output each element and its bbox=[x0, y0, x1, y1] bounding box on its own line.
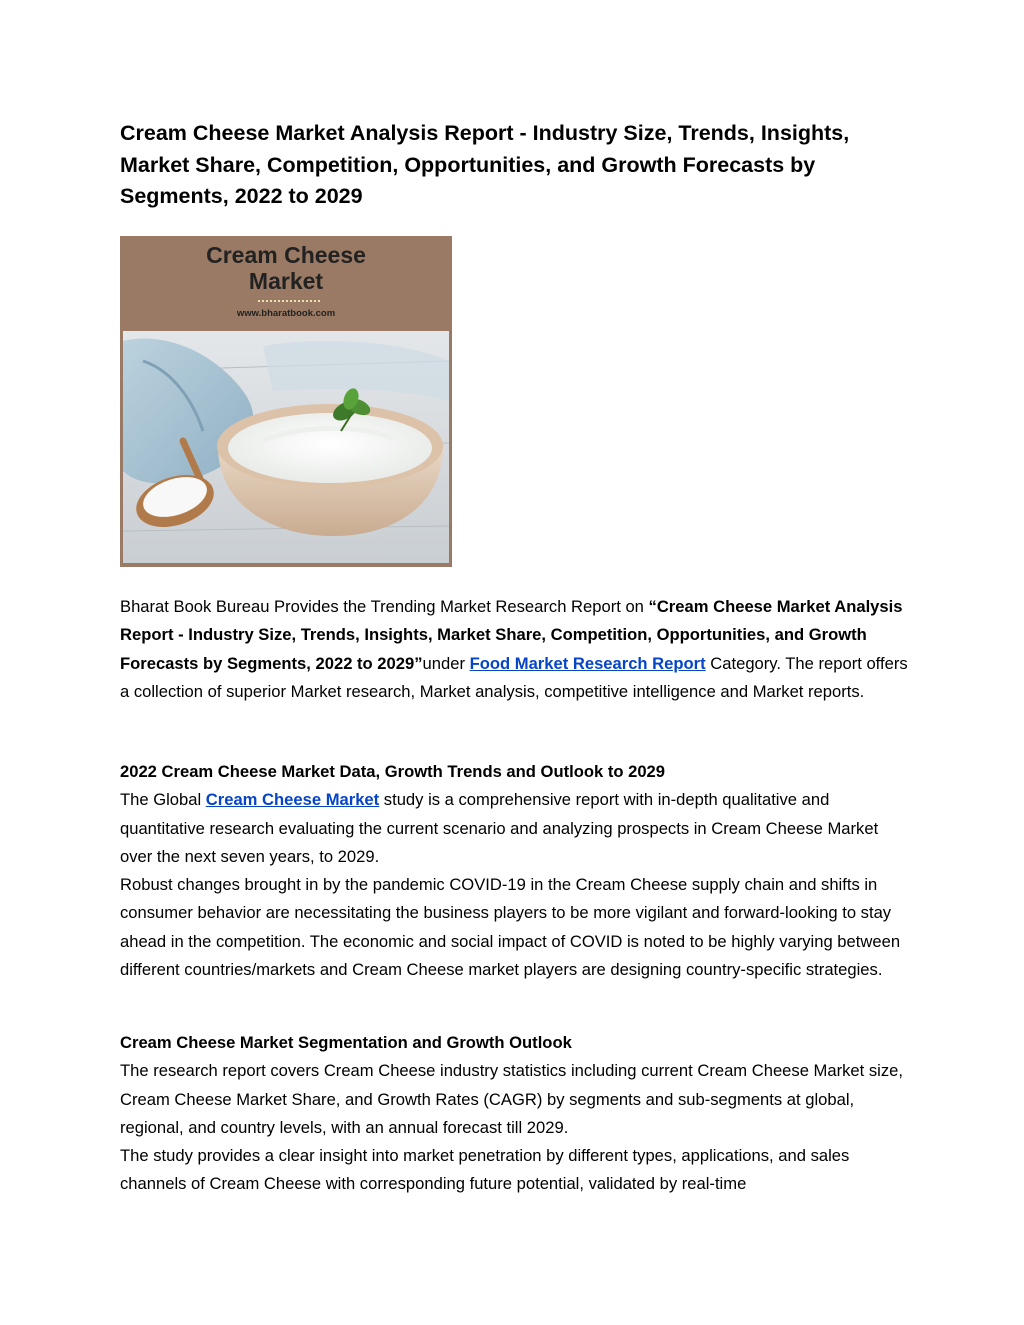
intro-suffix: Category. The report offers a collection of superior Market research, Market analysis, competitive intelligence and Market reports. bbox=[120, 653, 908, 701]
section1-heading: 2022 Cream Cheese Market Data, Growth Trends and Outlook to 2029 bbox=[120, 762, 666, 781]
section2-paragraph1: The research report covers Cream Cheese industry statistics including current Cream Cheese Market size, Cream Cheese Market Share, and Growth Rates (CAGR) by segments and sub-segments at global, regional, and country levels, with an annual forecast till 2029. bbox=[120, 1061, 903, 1137]
intro-paragraph bbox=[120, 593, 910, 706]
intro-report-title: “Cream Cheese Market Analysis Report - Industry Size, Trends, Insights, Market Share, Competition, Opportunities, and Growth Forecasts by Segments, 2022 to 2029” bbox=[120, 597, 903, 673]
cover-url: www.bharatbook.com bbox=[236, 308, 336, 319]
section-segmentation bbox=[120, 1029, 910, 1199]
section-market-data bbox=[120, 758, 910, 984]
section2-heading: Cream Cheese Market Segmentation and Growth Outlook bbox=[120, 1033, 572, 1052]
food-market-research-report-link[interactable]: Food Market Research Report bbox=[469, 653, 706, 673]
intro-under: under bbox=[422, 653, 470, 673]
section2-paragraph2: The study provides a clear insight into market penetration by different types, applications, and sales channels of Cream Cheese with corresponding future potential, validated by real-time bbox=[120, 1146, 850, 1194]
cover-dotted-rule bbox=[258, 300, 320, 302]
cover-title-line1: Cream Cheese bbox=[206, 242, 366, 268]
intro-prefix: Bharat Book Bureau Provides the Trending Market Research Report on bbox=[120, 597, 649, 616]
section1-paragraph1 bbox=[120, 786, 910, 871]
report-title: Cream Cheese Market Analysis Report - Industry Size, Trends, Insights, Market Share, Competition, Opportunities, and Growth Forecasts by Segments, 2022 to 2029 bbox=[120, 121, 850, 208]
cover-title bbox=[120, 242, 452, 294]
cover-title-line2: Market bbox=[248, 268, 324, 294]
section1-p1-suffix: study is a comprehensive report with in-depth qualitative and quantitative research evaluating the current scenario and analyzing prospects in Cream Cheese Market over the next seven years, to 2029. bbox=[120, 790, 879, 866]
section1-paragraph2: Robust changes brought in by the pandemic COVID-19 in the Cream Cheese supply chain and shifts in consumer behavior are necessitating the business players to be more vigilant and forward-looking to stay ahead in the competition. The economic and social impact of COVID is noted to be highly varying between different countries/markets and Cream Cheese market players are designing country-specific strategies. bbox=[120, 875, 901, 980]
cream-cheese-bowl-photo bbox=[123, 331, 449, 563]
section1-p1-prefix: The Global bbox=[120, 790, 206, 810]
cream-cheese-market-link[interactable]: Cream Cheese Market bbox=[205, 790, 380, 810]
cover-image bbox=[120, 236, 452, 567]
